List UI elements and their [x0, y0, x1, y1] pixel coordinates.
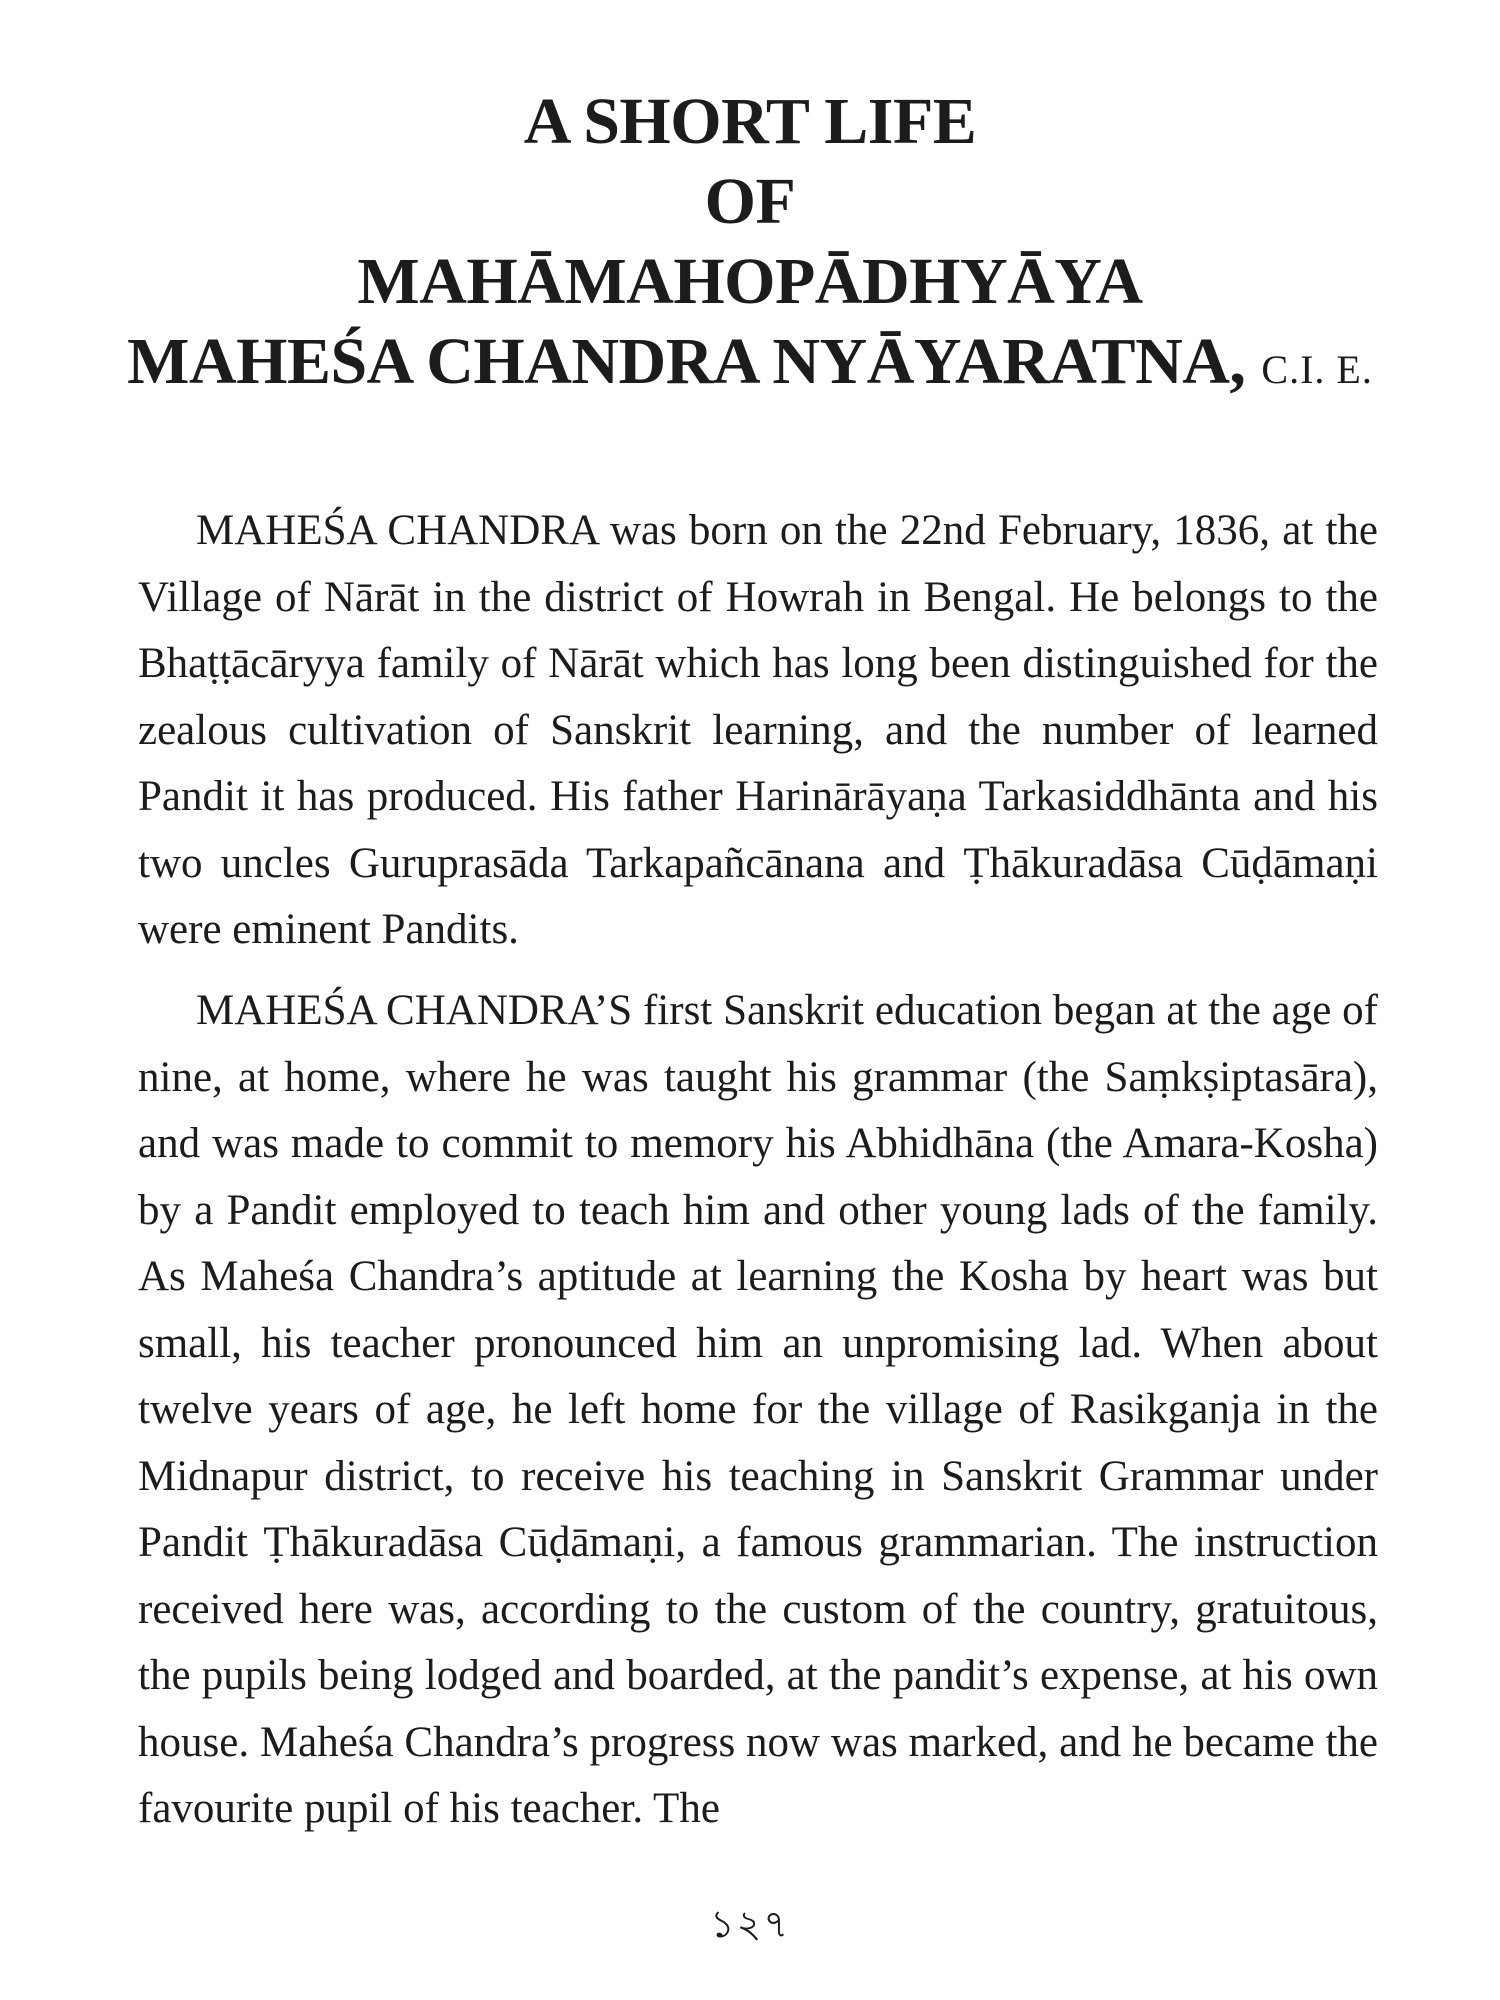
page-title — [120, 82, 1380, 410]
body-paragraph-1: MAHEŚA CHANDRA was born on the 22nd February, 1836, at the Village of Nārāt in the district of Howrah in Bengal. He belongs to the Bhaṭṭācāryya family of Nārāt which has long been distinguished for the zealous cultivation of Sanskrit learning, and the number of learned Pandit it has produced. His father Harinārāyaṇa Tarkasiddhānta and his two uncles Guruprasāda Tarkapañcānana and Ṭhākuradāsa Cūḍāmaṇi were eminent Pandits. — [138, 507, 1378, 953]
title-name: MAHEŚA CHANDRA NYĀYARATNA, — [127, 325, 1246, 398]
body-paragraph-2: MAHEŚA CHANDRA’S first Sanskrit education began at the age of nine, at home, where he was taught his grammar (the Saṃkṣiptasāra), and was made to commit to memory his Abhidhāna (the Amara-Kosha) by a Pandit employed to teach him and other young lads of the family. As Maheśa Chandra’s aptitude at learning the Kosha by heart was but small, his teacher pronounced him an unpromising lad. When about twelve years of age, he left home for the village of Rasikganja in the Midnapur district, to receive his teaching in Sanskrit Grammar under Pandit Ṭhākuradāsa Cūḍāmaṇi, a famous grammarian. The instruction received here was, according to the custom of the country, gratuitous, the pupils being lodged and boarded, at the pandit’s expense, at his own house. Maheśa Chandra’s progress now was marked, and he became the favourite pupil of his teacher. The — [138, 987, 1378, 1832]
page-number: ১২৭ — [709, 1902, 791, 1946]
title-line-4 — [120, 322, 1380, 410]
title-line-3: MAHĀMAHOPĀDHYĀYA — [357, 245, 1143, 318]
title-line-1: A SHORT LIFE — [523, 85, 977, 158]
title-honorific: C.I. E. — [1261, 347, 1373, 392]
title-line-2: OF — [704, 165, 796, 238]
